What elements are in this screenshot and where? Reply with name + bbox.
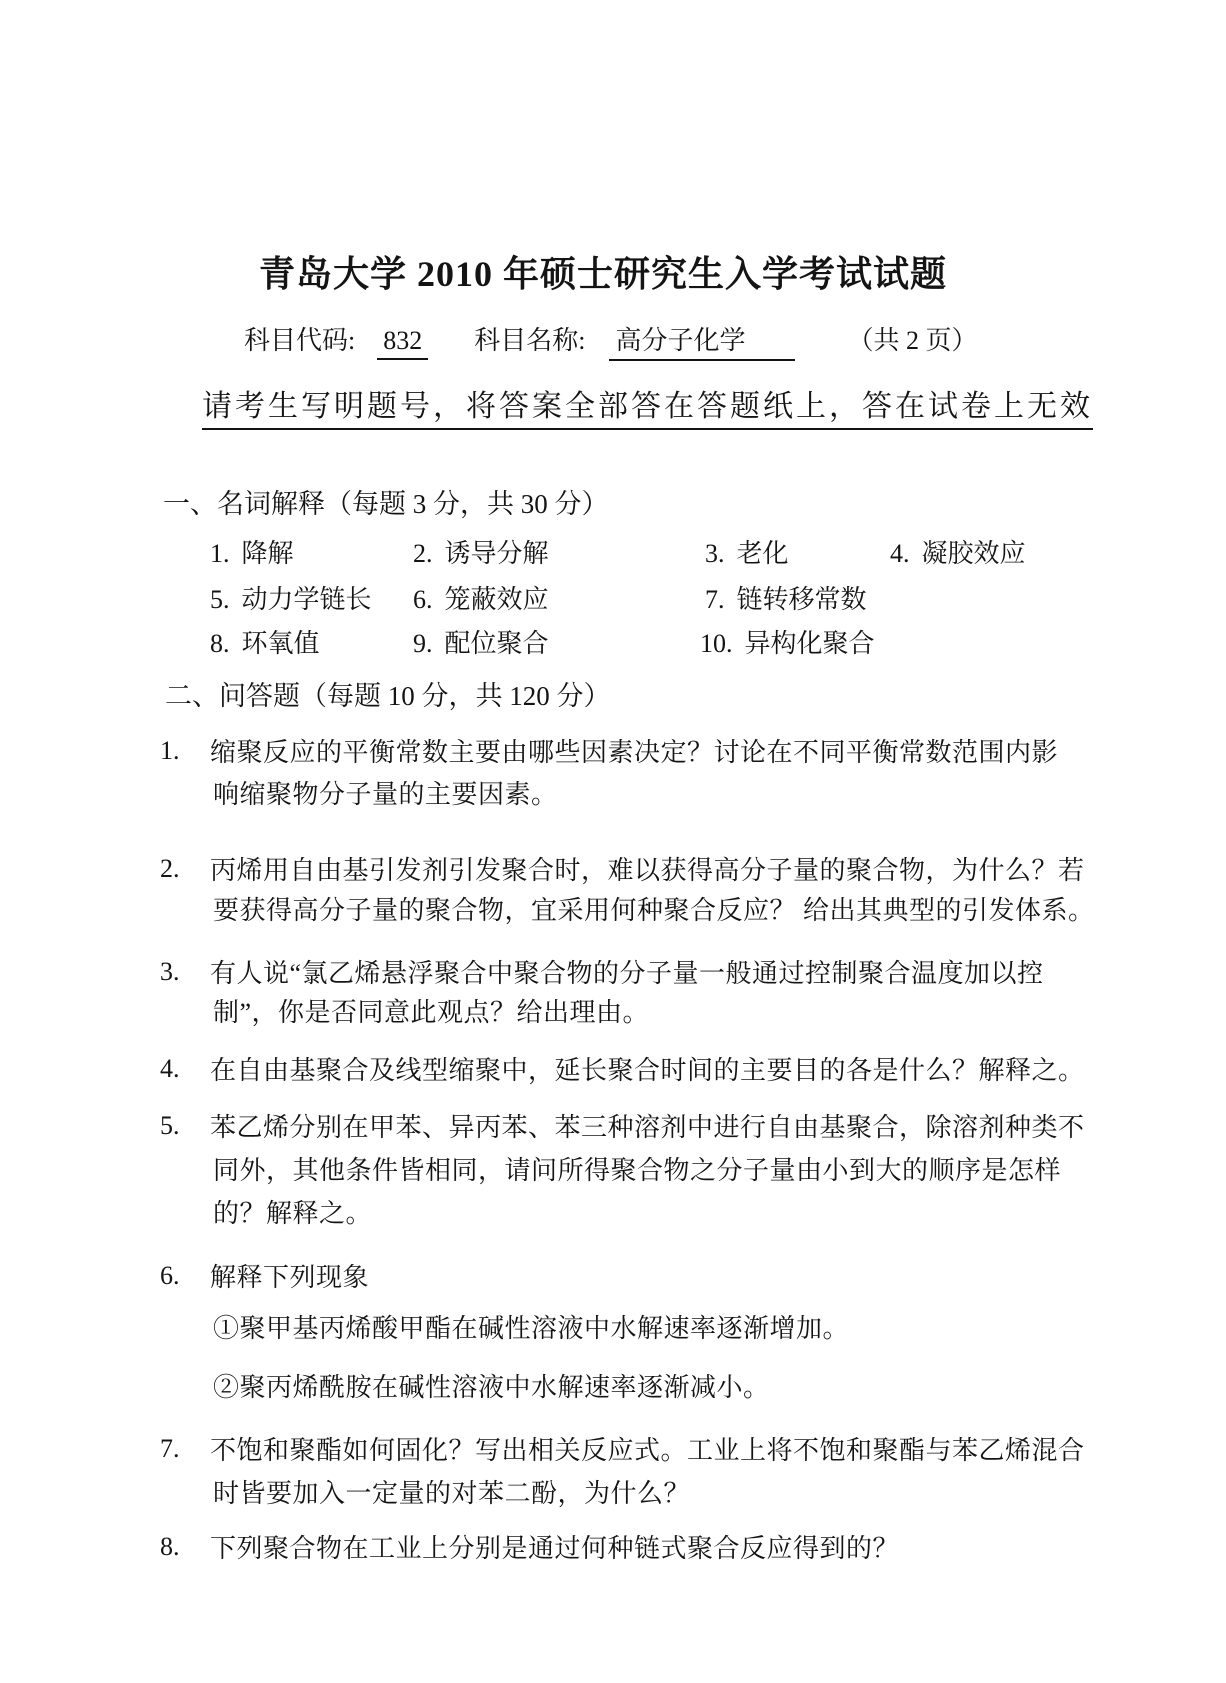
question-4-number: 4. xyxy=(160,1054,180,1083)
term-label: 配位聚合 xyxy=(444,629,549,658)
term-item-10 xyxy=(700,623,875,660)
exam-instruction: 请考生写明题号，将答案全部答在答题纸上，答在试卷上无效 xyxy=(202,381,1093,430)
term-label: 异构化聚合 xyxy=(744,629,875,658)
subject-pages-note: （共 2 页） xyxy=(847,326,978,355)
term-label: 笼蔽效应 xyxy=(444,585,549,614)
question-6-subitem-1: ①聚甲基丙烯酸甲酯在碱性溶液中水解速率逐渐增加。 xyxy=(213,1314,850,1343)
question-1-line-2: 响缩聚物分子量的主要因素。 xyxy=(213,780,558,809)
section-2-heading: 二、问答题（每题 10 分，共 120 分） xyxy=(165,681,611,711)
question-7-number: 7. xyxy=(160,1434,180,1463)
term-number: 3. xyxy=(705,539,725,568)
subject-line xyxy=(244,320,978,361)
question-5-line-2: 同外，其他条件皆相同，请问所得聚合物之分子量由小到大的顺序是怎样 xyxy=(213,1156,1062,1185)
question-4-line-1: 在自由基聚合及线型缩聚中，延长聚合时间的主要目的各是什么？解释之。 xyxy=(210,1056,1085,1085)
question-5-line-1: 苯乙烯分别在甲苯、异丙苯、苯三种溶剂中进行自由基聚合，除溶剂种类不 xyxy=(210,1113,1085,1142)
term-number: 9. xyxy=(413,629,433,658)
term-item-2 xyxy=(413,533,549,570)
term-label: 凝胶效应 xyxy=(921,539,1026,568)
term-label: 老化 xyxy=(736,539,789,568)
term-item-9 xyxy=(413,623,549,660)
subject-name-value: 高分子化学 xyxy=(609,320,795,361)
term-item-7 xyxy=(705,579,867,616)
question-8-line-1: 下列聚合物在工业上分别是通过何种链式聚合反应得到的？ xyxy=(210,1534,900,1563)
term-label: 动力学链长 xyxy=(241,585,372,614)
term-item-5 xyxy=(210,579,372,616)
question-8-number: 8. xyxy=(160,1532,180,1561)
term-number: 4. xyxy=(890,539,910,568)
question-7-line-2: 时皆要加入一定量的对苯二酚，为什么？ xyxy=(213,1479,691,1508)
question-2-line-2: 要获得高分子量的聚合物，宜采用何种聚合反应？ 给出其典型的引发体系。 xyxy=(213,896,1095,925)
question-5-number: 5. xyxy=(160,1111,180,1140)
question-6-line-1: 解释下列现象 xyxy=(210,1263,370,1292)
term-item-6 xyxy=(413,579,549,616)
term-label: 降解 xyxy=(241,539,294,568)
term-item-8 xyxy=(210,623,320,660)
section-1-heading: 一、名词解释（每题 3 分，共 30 分） xyxy=(163,489,609,519)
question-3-line-2: 制”，你是否同意此观点？给出理由。 xyxy=(213,998,650,1027)
term-number: 1. xyxy=(210,539,230,568)
term-label: 链转移常数 xyxy=(736,585,867,614)
term-item-1 xyxy=(210,533,294,570)
question-2-number: 2. xyxy=(160,854,180,883)
question-3-line-1: 有人说“氯乙烯悬浮聚合中聚合物的分子量一般通过控制聚合温度加以控 xyxy=(210,959,1044,988)
term-number: 7. xyxy=(705,585,725,614)
term-label: 环氧值 xyxy=(241,629,320,658)
term-number: 2. xyxy=(413,539,433,568)
term-number: 6. xyxy=(413,585,433,614)
question-6-number: 6. xyxy=(160,1261,180,1290)
page-title: 青岛大学 2010 年硕士研究生入学考试试题 xyxy=(259,254,948,294)
question-1-number: 1. xyxy=(160,736,180,765)
term-item-3 xyxy=(705,533,789,570)
term-item-4 xyxy=(890,533,1026,570)
term-number: 8. xyxy=(210,629,230,658)
subject-code-label: 科目代码: xyxy=(244,326,356,355)
question-7-line-1: 不饱和聚酯如何固化？写出相关反应式。工业上将不饱和聚酯与苯乙烯混合 xyxy=(210,1436,1085,1465)
question-3-number: 3. xyxy=(160,957,180,986)
question-6-subitem-2: ②聚丙烯酰胺在碱性溶液中水解速率逐渐减小。 xyxy=(213,1373,770,1402)
subject-code-value: 832 xyxy=(377,326,428,360)
term-label: 诱导分解 xyxy=(444,539,549,568)
question-5-line-3: 的？解释之。 xyxy=(213,1199,373,1228)
question-1-line-1: 缩聚反应的平衡常数主要由哪些因素决定？讨论在不同平衡常数范围内影 xyxy=(210,738,1059,767)
term-number: 5. xyxy=(210,585,230,614)
subject-name-label: 科目名称: xyxy=(474,326,586,355)
term-number: 10. xyxy=(700,629,733,658)
question-2-line-1: 丙烯用自由基引发剂引发聚合时，难以获得高分子量的聚合物，为什么？若 xyxy=(210,856,1085,885)
